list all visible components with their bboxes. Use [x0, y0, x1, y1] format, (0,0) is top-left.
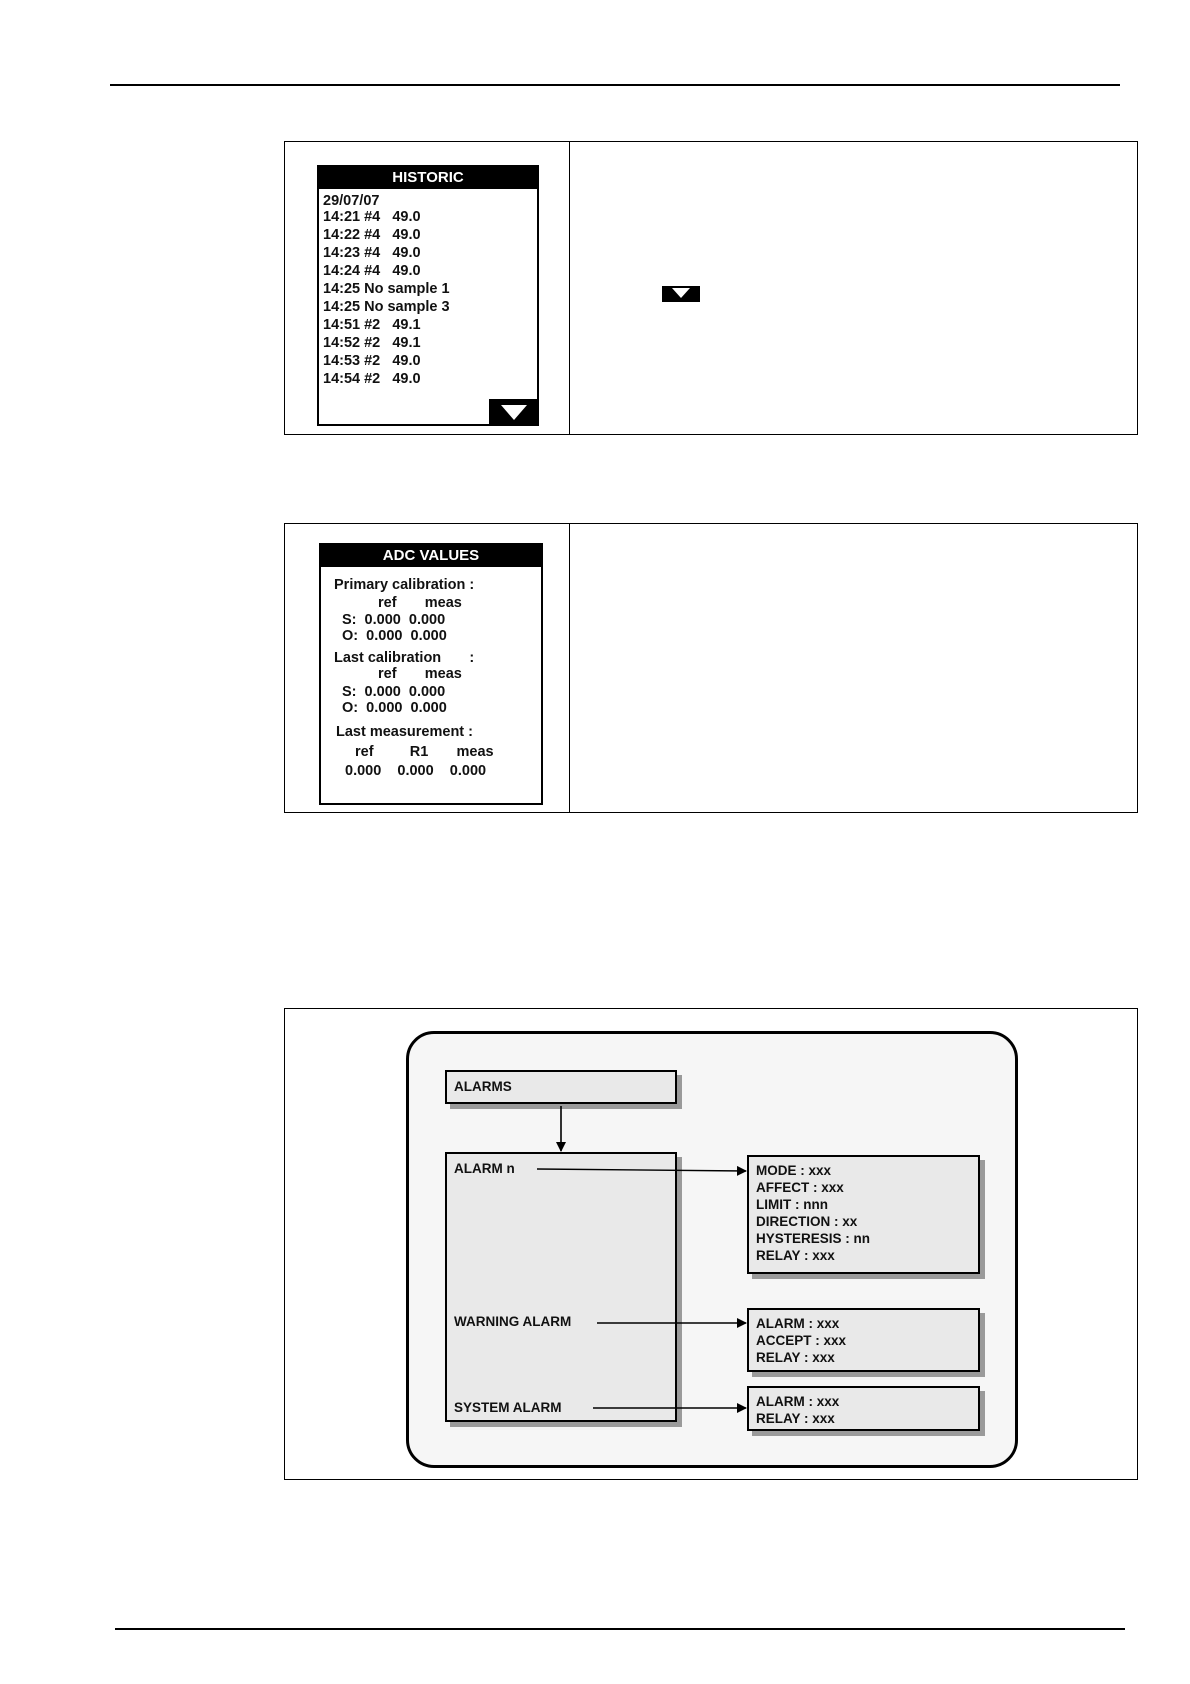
primary-calibration-s: S: 0.000 0.000: [342, 612, 446, 628]
primary-calibration-header: ref meas: [378, 595, 462, 611]
historic-entry: 14:25 No sample 3: [323, 299, 450, 315]
alarm-n-field: DIRECTION : xx: [756, 1214, 858, 1229]
last-measurement-values: 0.000 0.000 0.000: [345, 763, 487, 779]
warning-field: ALARM : xxx: [756, 1316, 840, 1331]
alarm-n-field: HYSTERESIS : nn: [756, 1231, 871, 1246]
adc-screen: [319, 543, 543, 805]
primary-calibration-label: Primary calibration :: [334, 577, 475, 593]
adc-screen-title: ADC VALUES: [321, 545, 541, 567]
alarm-n-label: ALARM n: [454, 1161, 515, 1176]
warning-field: ACCEPT : xxx: [756, 1333, 847, 1348]
historic-table: [284, 141, 1138, 435]
down-arrow-icon: [662, 286, 700, 302]
header-rule: [110, 84, 1120, 86]
last-measurement-header: ref R1 meas: [355, 744, 494, 760]
alarm-n-field: RELAY : xxx: [756, 1248, 835, 1263]
historic-date: 29/07/07: [323, 193, 380, 209]
primary-calibration-o: O: 0.000 0.000: [342, 628, 447, 644]
alarm-n-field: MODE : xxx: [756, 1163, 832, 1178]
historic-entry: 14:52 #2 49.1: [323, 335, 421, 351]
warning-alarm-label: WARNING ALARM: [454, 1314, 572, 1329]
footer-rule: [115, 1628, 1125, 1630]
alarm-n-field: AFFECT : xxx: [756, 1180, 844, 1195]
down-arrow-icon[interactable]: [489, 399, 539, 426]
diagram-connectors: [285, 1009, 1139, 1481]
table-divider: [569, 142, 570, 434]
system-field: RELAY : xxx: [756, 1411, 835, 1426]
adc-table: [284, 523, 1138, 813]
alarm-n-field: LIMIT : nnn: [756, 1197, 828, 1212]
alarm-diagram-frame: [284, 1008, 1138, 1480]
system-alarm-label: SYSTEM ALARM: [454, 1400, 562, 1415]
last-calibration-label: Last calibration :: [334, 650, 475, 666]
historic-entry: 14:54 #2 49.0: [323, 371, 421, 387]
table-divider: [569, 524, 570, 812]
historic-entry: 14:22 #4 49.0: [323, 227, 421, 243]
last-calibration-s: S: 0.000 0.000: [342, 684, 446, 700]
alarms-root-label: ALARMS: [454, 1079, 512, 1094]
historic-entry: 14:25 No sample 1: [323, 281, 450, 297]
warning-field: RELAY : xxx: [756, 1350, 835, 1365]
last-calibration-header: ref meas: [378, 666, 462, 682]
last-calibration-o: O: 0.000 0.000: [342, 700, 447, 716]
connector-arrow: [537, 1169, 746, 1171]
historic-entry: 14:53 #2 49.0: [323, 353, 421, 369]
historic-screen-title: HISTORIC: [319, 167, 537, 189]
historic-entry: 14:24 #4 49.0: [323, 263, 421, 279]
historic-entry: 14:51 #2 49.1: [323, 317, 421, 333]
historic-entry: 14:23 #4 49.0: [323, 245, 421, 261]
historic-entry: 14:21 #4 49.0: [323, 209, 421, 225]
historic-screen: [317, 165, 539, 426]
last-measurement-label: Last measurement :: [336, 724, 473, 740]
system-field: ALARM : xxx: [756, 1394, 840, 1409]
